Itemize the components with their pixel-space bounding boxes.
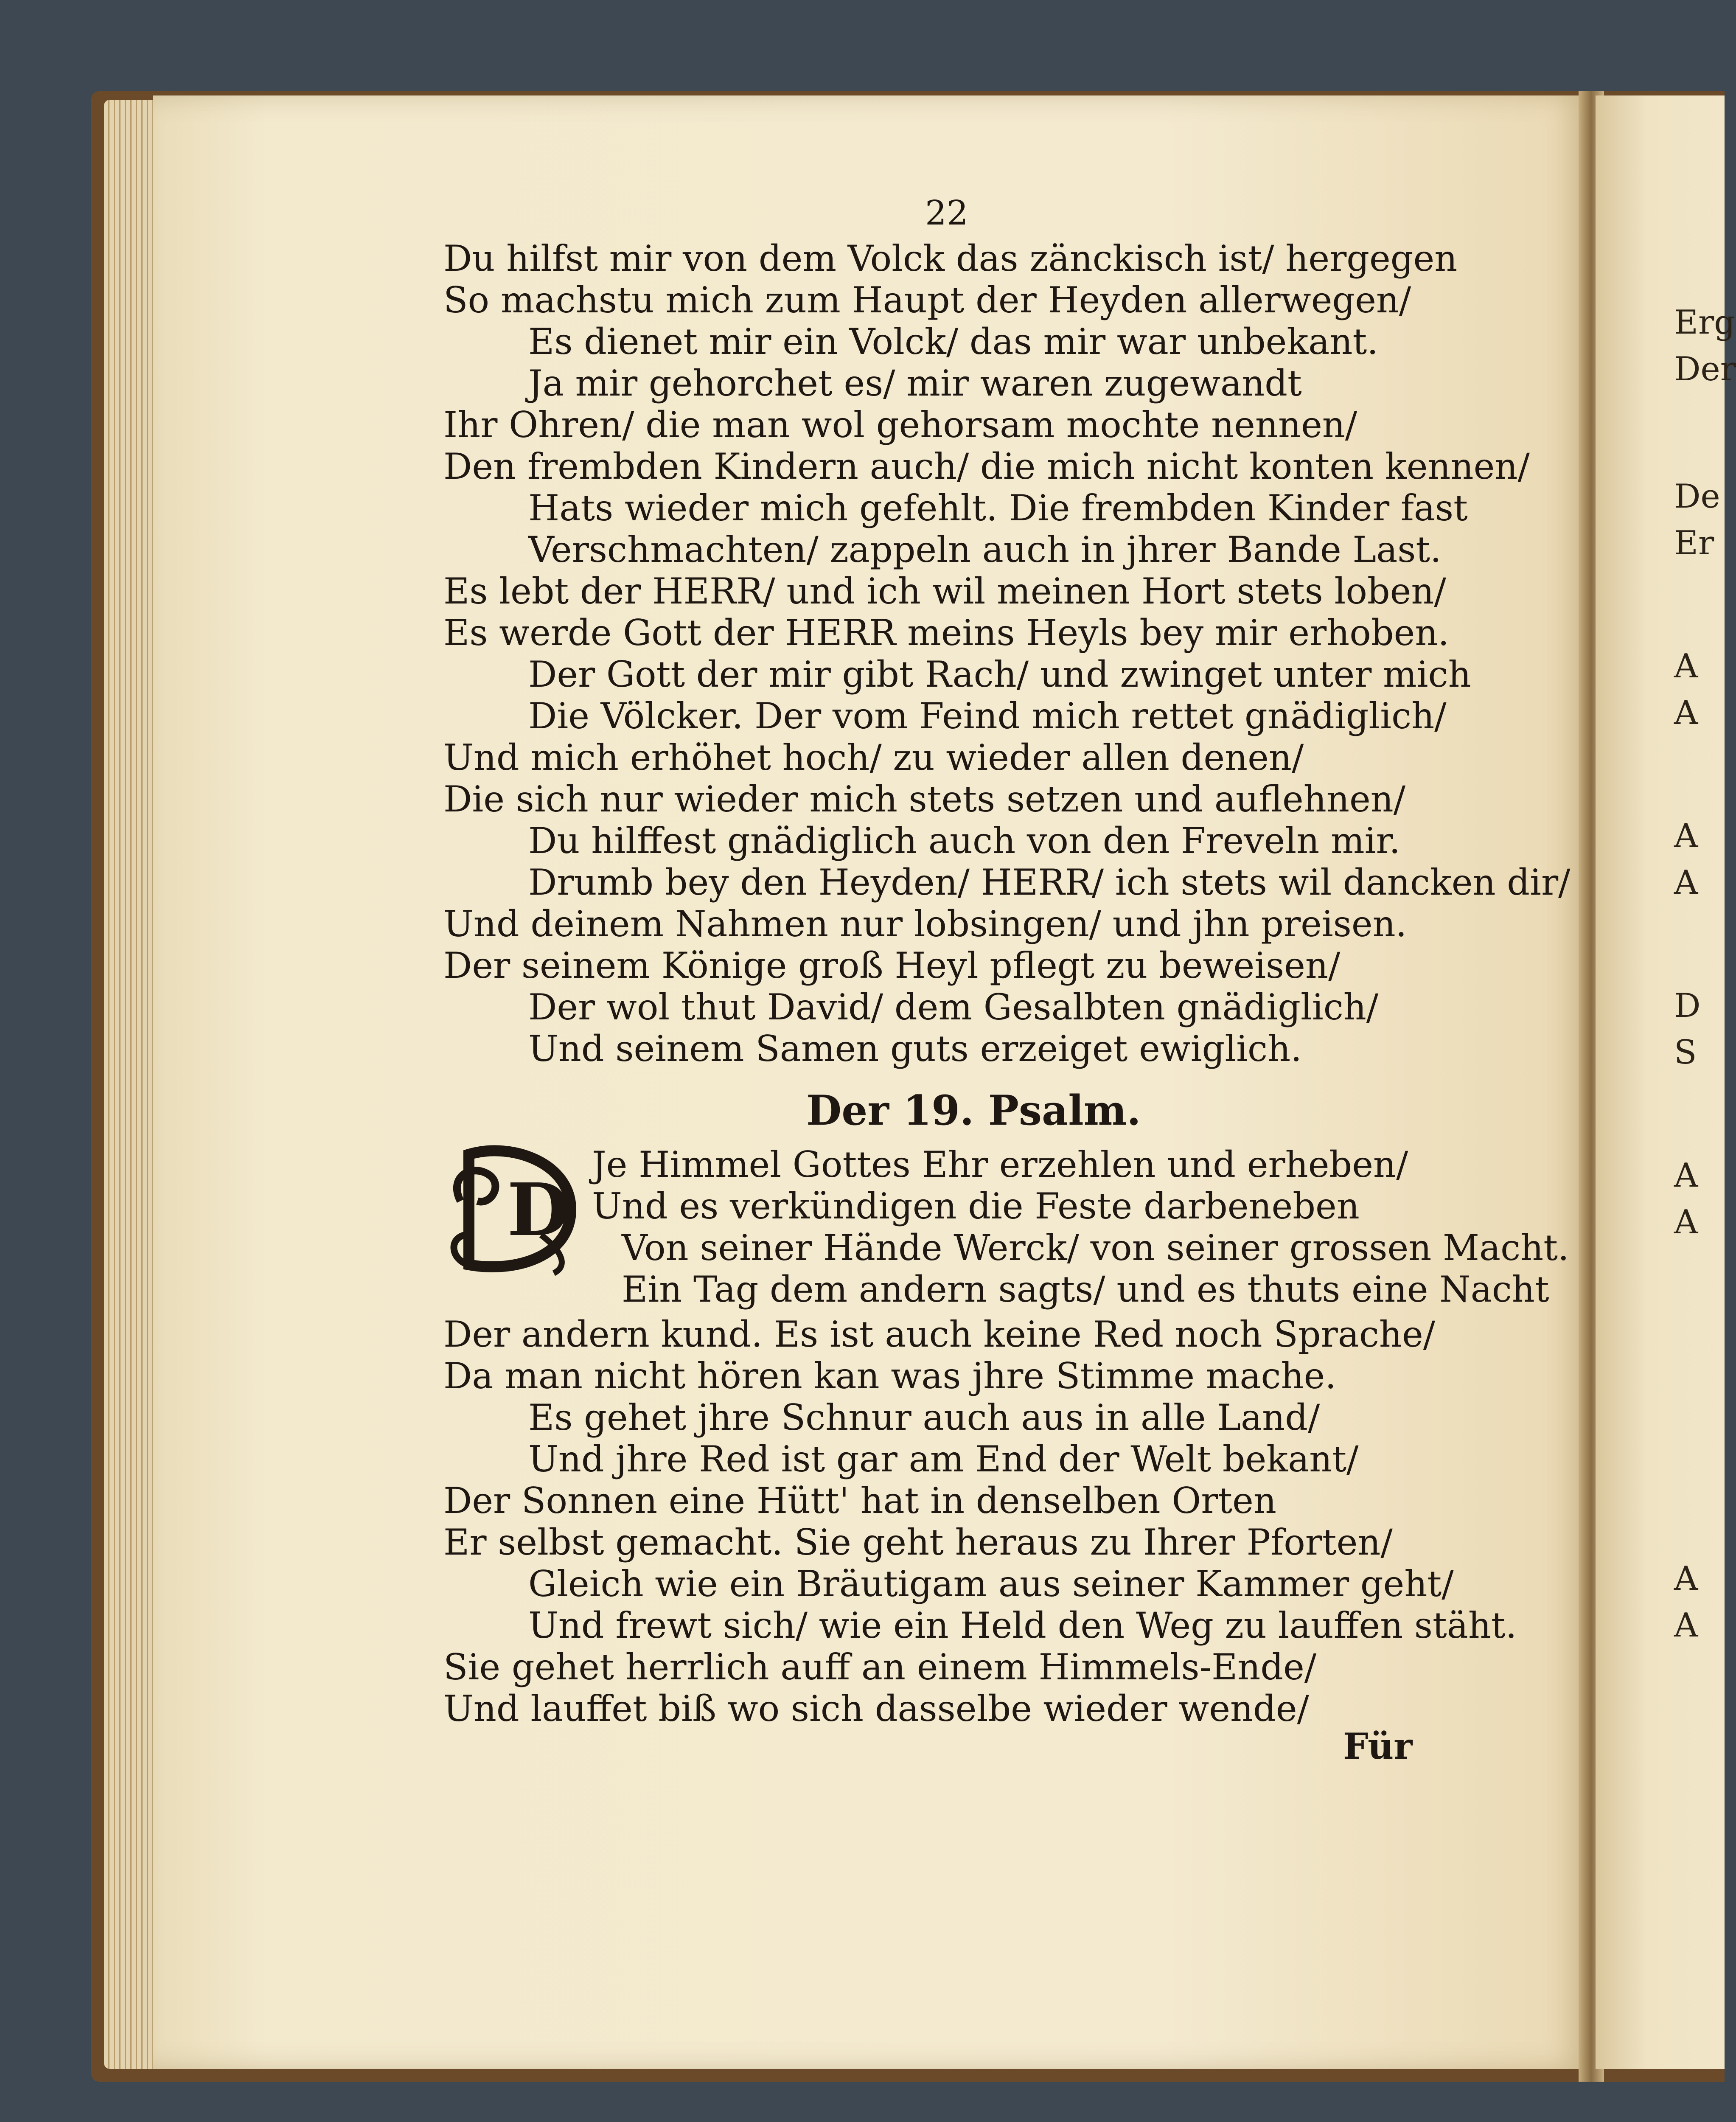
- verse-line: Es lebt der HERR/ und ich wil meinen Hort stets loben/: [443, 570, 1446, 612]
- next-page-fragment: A: [1674, 1560, 1698, 1598]
- verse-line: Je Himmel Gottes Ehr erzehlen und erheben/: [592, 1144, 1408, 1185]
- verse-line: Und frewt sich/ wie ein Held den Weg zu lauffen stäht.: [528, 1605, 1517, 1646]
- verse-line: Von seiner Hände Werck/ von seiner grossen Macht.: [622, 1227, 1569, 1269]
- next-page-fragment: A: [1674, 1203, 1698, 1241]
- next-page-fragment: D: [1674, 987, 1701, 1025]
- verse-line: Es werde Gott der HERR meins Heyls bey mir erhoben.: [443, 612, 1450, 654]
- verse-line: Gleich wie ein Bräutigam aus seiner Kammer geht/: [528, 1563, 1454, 1605]
- initial-letter: D: [507, 1168, 570, 1252]
- verse-line: Er selbst gemacht. Sie geht heraus zu Ihrer Pforten/: [443, 1521, 1393, 1563]
- verse-line: Und deinem Nahmen nur lobsingen/ und jhn preisen.: [443, 903, 1407, 945]
- verse-line: Es dienet mir ein Volck/ das mir war unbekant.: [528, 321, 1378, 362]
- verse-line: Den frembden Kindern auch/ die mich nicht konten kennen/: [443, 446, 1530, 487]
- verse-line: Und mich erhöhet hoch/ zu wieder allen denen/: [443, 737, 1304, 778]
- catchword: Für: [1343, 1725, 1413, 1767]
- verse-line: So machstu mich zum Haupt der Heyden allerwegen/: [443, 279, 1411, 321]
- verse-line: Du hilfst mir von dem Volck das zänckisch ist/ hergegen: [443, 238, 1458, 279]
- verse-line: Die Völcker. Der vom Feind mich rettet gnädiglich/: [528, 695, 1447, 737]
- verse-line: Der Gott der mir gibt Rach/ und zwinget unter mich: [528, 654, 1471, 695]
- verse-line: Der seinem Könige groß Heyl pflegt zu beweisen/: [443, 945, 1341, 986]
- verse-line: Da man nicht hören kan was jhre Stimme mache.: [443, 1355, 1337, 1397]
- next-page-fragment: S: [1674, 1033, 1697, 1072]
- verse-line: Ein Tag dem andern sagts/ und es thuts eine Nacht: [622, 1269, 1549, 1310]
- verse-line: Der andern kund. Es ist auch keine Red noch Sprache/: [443, 1314, 1436, 1355]
- verse-line: Du hilffest gnädiglich auch von den Freveln mir.: [528, 820, 1401, 862]
- verse-line: Verschmachten/ zappeln auch in jhrer Bande Last.: [528, 529, 1442, 570]
- verse-line: Die sich nur wieder mich stets setzen und auflehnen/: [443, 778, 1406, 820]
- next-page-fragment: A: [1674, 864, 1698, 902]
- verse-line: Und lauffet biß wo sich dasselbe wieder wende/: [443, 1688, 1309, 1729]
- right-page-edge: [1596, 95, 1736, 2069]
- psalm-heading: Der 19. Psalm.: [806, 1086, 1141, 1134]
- next-page-fragment: A: [1674, 694, 1698, 732]
- verse-line: Der wol thut David/ dem Gesalbten gnädiglich/: [528, 986, 1379, 1028]
- next-page-fragment: A: [1674, 1156, 1698, 1195]
- verse-line: Es gehet jhre Schnur auch aus in alle Land/: [528, 1397, 1320, 1438]
- next-page-fragment: Erg: [1674, 303, 1736, 342]
- verse-line: Sie gehet herrlich auff an einem Himmels-Ende/: [443, 1646, 1317, 1688]
- next-page-fragment: A: [1674, 817, 1698, 855]
- verse-line: Hats wieder mich gefehlt. Die frembden Kinder fast: [528, 487, 1468, 529]
- verse-line: Der Sonnen eine Hütt' hat in denselben Orten: [443, 1480, 1276, 1521]
- verse-line: Und seinem Samen guts erzeiget ewiglich.: [528, 1028, 1302, 1069]
- next-page-fragment: Er: [1674, 524, 1714, 562]
- decorated-initial: [443, 1137, 583, 1277]
- verse-line: Ihr Ohren/ die man wol gehorsam mochte nennen/: [443, 404, 1357, 446]
- next-page-fragment: A: [1674, 647, 1698, 685]
- next-page-fragment: De: [1674, 477, 1720, 516]
- verse-line: Ja mir gehorchet es/ mir waren zugewandt: [528, 362, 1302, 404]
- page-number: 22: [925, 193, 968, 233]
- verse-line: Drumb bey den Heyden/ HERR/ ich stets wil dancken dir/: [528, 862, 1571, 903]
- next-page-fragment: A: [1674, 1606, 1698, 1645]
- next-page-fragment: Der: [1674, 350, 1736, 388]
- verse-line: Und jhre Red ist gar am End der Welt bekant/: [528, 1438, 1359, 1480]
- verse-line: Und es verkündigen die Feste darbeneben: [592, 1185, 1360, 1227]
